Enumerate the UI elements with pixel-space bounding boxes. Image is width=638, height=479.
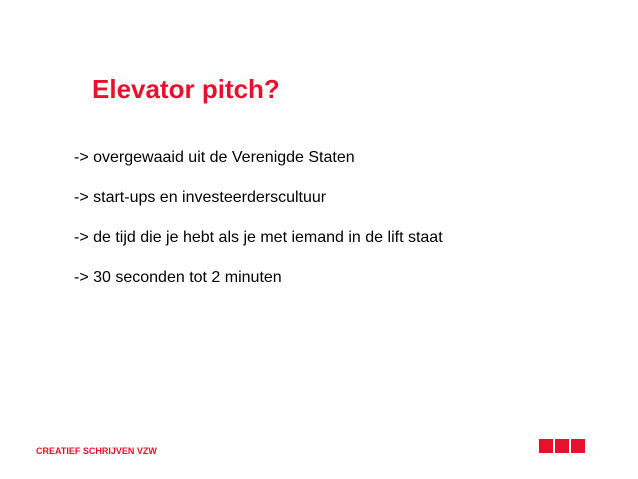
bullet-item: -> start-ups en investeerderscultuur — [74, 189, 327, 206]
logo-block — [539, 439, 553, 453]
logo-blocks-icon — [539, 439, 585, 453]
bullet-item: -> 30 seconden tot 2 minuten — [74, 269, 282, 286]
bullet-list — [74, 148, 443, 308]
footer-organization: CREATIEF SCHRIJVEN VZW — [36, 446, 157, 456]
bullet-item: -> overgewaaid uit de Verenigde Staten — [74, 149, 355, 166]
logo-block — [555, 439, 569, 453]
slide-title: Elevator pitch? — [92, 74, 280, 104]
bullet-item: -> de tijd die je hebt als je met iemand in de lift staat — [74, 229, 443, 246]
logo-block — [571, 439, 585, 453]
